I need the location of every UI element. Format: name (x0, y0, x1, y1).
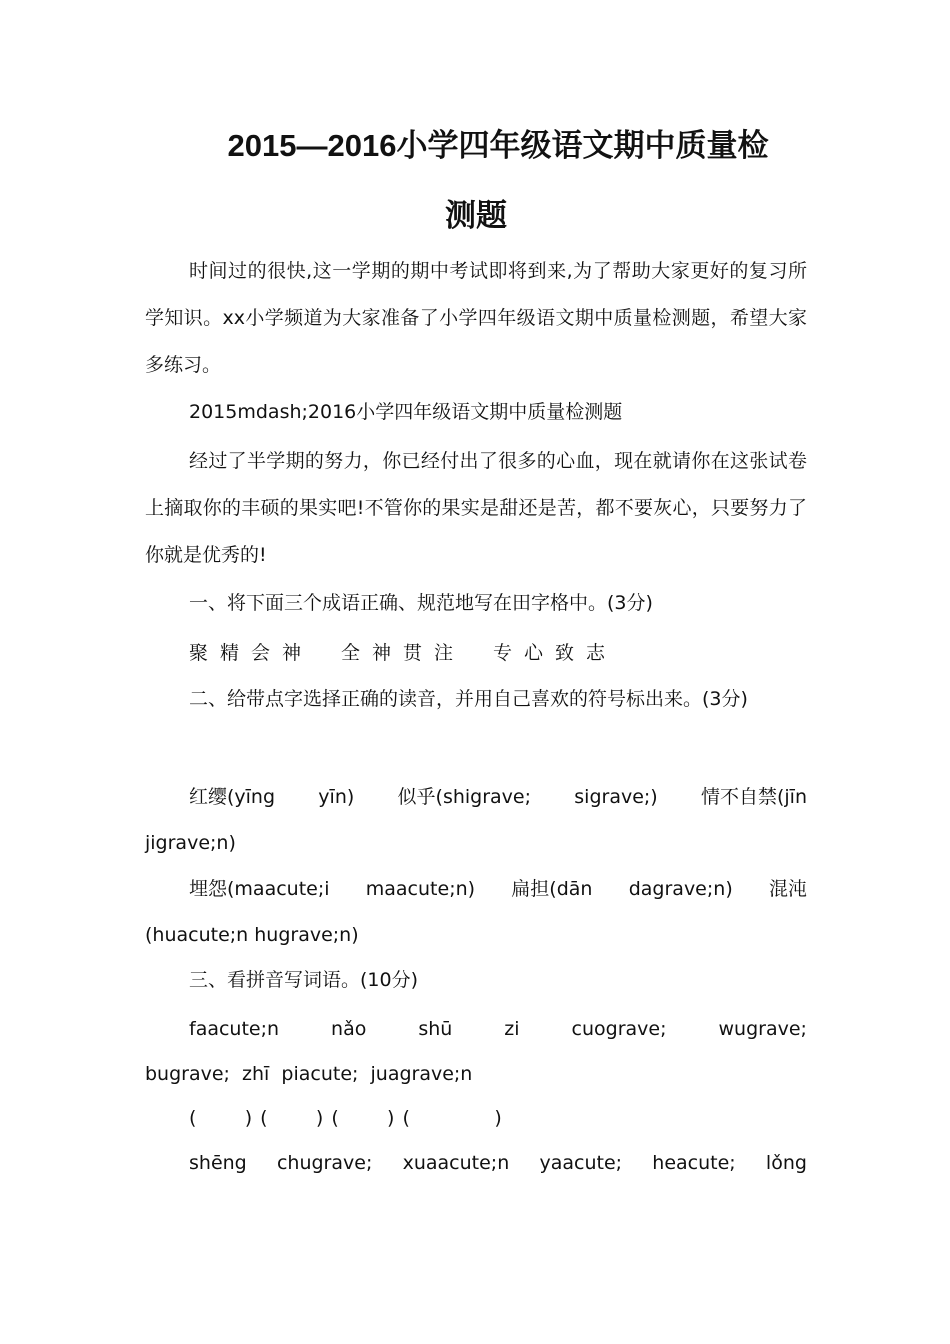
subtitle-paragraph: 2015mdash;2016小学四年级语文期中质量检测题 (189, 401, 623, 423)
pinyin-item: shēng (189, 1152, 247, 1174)
pinyin-item: 扁担(dān (511, 878, 593, 900)
question-2-heading: 二、给带点字选择正确的读音，并用自己喜欢的符号标出来。(3分) (189, 688, 748, 710)
document-page (145, 0, 807, 1344)
idiom-3: 专心致志 (493, 642, 618, 664)
pinyin-item: wugrave; (718, 1018, 807, 1040)
answer-blank: ( ) (402, 1107, 502, 1129)
question-2-row-2 (145, 874, 807, 904)
question-3-row-2 (145, 1148, 807, 1178)
pinyin-item: yīn) (318, 786, 355, 808)
question-2-row-2-continued (145, 920, 807, 950)
question-2-row-1-continued (145, 828, 807, 858)
question-3-row-1-continued (145, 1059, 807, 1089)
pinyin-item: jigrave;n) (145, 832, 236, 854)
question-3-row-1 (145, 1014, 807, 1044)
idiom-2: 全神贯注 (341, 642, 466, 664)
pinyin-item: yaacute; (539, 1152, 623, 1174)
answer-blank: ( ) (260, 1107, 324, 1129)
pinyin-item: heacute; (652, 1152, 736, 1174)
pinyin-item: shū (418, 1018, 453, 1040)
question-1-idioms (145, 638, 807, 668)
pinyin-item: 似乎(shigrave; (397, 786, 532, 808)
question-3-answer-blanks (145, 1103, 807, 1133)
pinyin-item: 情不自禁(jīn (700, 786, 807, 808)
pinyin-item: dagrave;n) (628, 878, 733, 900)
answer-blank: ( ) (189, 1107, 253, 1129)
question-1-heading: 一、将下面三个成语正确、规范地写在田字格中。(3分) (189, 592, 653, 614)
pinyin-item: sigrave;) (574, 786, 658, 808)
document-title-continued: 测题 (445, 198, 507, 233)
pinyin-item: xuaacute;n (402, 1152, 510, 1174)
pinyin-item: 红缨(yīng (189, 786, 276, 808)
pinyin-item: 埋怨(maacute;i (189, 878, 330, 900)
pinyin-item: faacute;n (189, 1018, 280, 1040)
encouragement-paragraph: 经过了半学期的努力，你已经付出了很多的心血，现在就请你在这张试卷上摘取你的丰硕的果实吧!不管你的果实是甜还是苦，都不要灰心，只要努力了你就是优秀的! (145, 450, 807, 566)
pinyin-item: (huacute;n hugrave;n) (145, 924, 359, 946)
pinyin-item: nǎo (331, 1018, 367, 1040)
idiom-1: 聚精会神 (189, 642, 314, 664)
intro-paragraph: 时间过的很快,这一学期的期中考试即将到来,为了帮助大家更好的复习所学知识。xx小学频道为大家准备了小学四年级语文期中质量检测题，希望大家多练习。 (145, 260, 807, 376)
pinyin-item: chugrave; (276, 1152, 373, 1174)
pinyin-item: cuograve; (571, 1018, 667, 1040)
pinyin-item: lǒng (765, 1152, 807, 1174)
pinyin-item: zi (504, 1018, 520, 1040)
pinyin-item: maacute;n) (365, 878, 476, 900)
pinyin-item: bugrave; zhī piacute; juagrave;n (145, 1063, 473, 1085)
document-title: 2015—2016小学四年级语文期中质量检 (227, 128, 769, 163)
question-3-heading: 三、看拼音写词语。(10分) (189, 969, 419, 991)
pinyin-item: 混沌 (768, 878, 807, 900)
answer-blank: ( ) (331, 1107, 395, 1129)
question-2-row-1 (145, 782, 807, 812)
